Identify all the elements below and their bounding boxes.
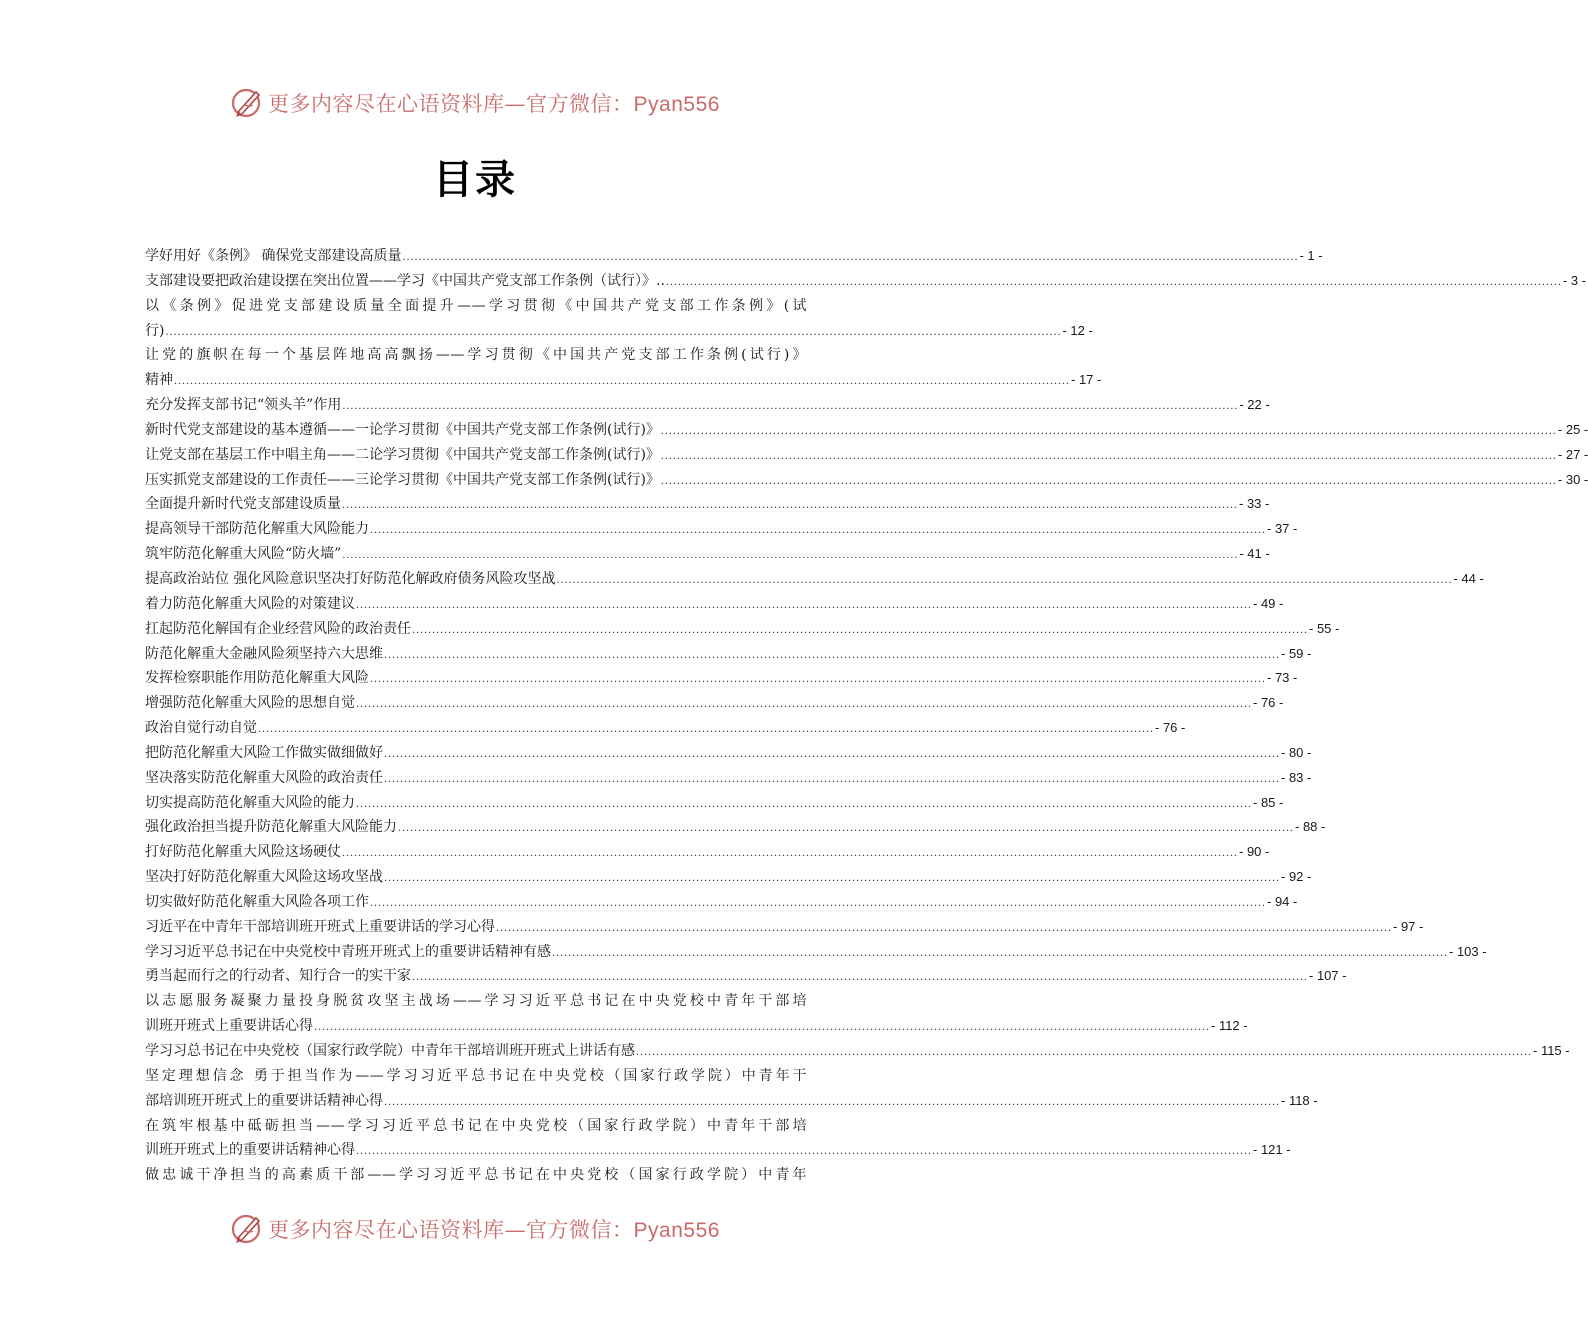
toc-page-number: - 12 - <box>1062 322 1093 338</box>
toc-page-number: - 80 - <box>1281 744 1312 760</box>
toc-entry[interactable] <box>145 468 1588 493</box>
toc-entry[interactable] <box>145 791 1284 816</box>
toc-entry[interactable] <box>145 666 1298 691</box>
toc-entry[interactable] <box>145 319 1093 344</box>
toc-page-number: - 90 - <box>1239 844 1270 860</box>
toc-entry[interactable] <box>145 1064 807 1089</box>
dot-leader <box>342 840 1238 865</box>
toc-entry[interactable] <box>145 940 1487 965</box>
dot-leader <box>314 1014 1210 1039</box>
toc-entry-title: 坚决打好防范化解重大风险这场攻坚战 <box>145 869 383 886</box>
toc-entry-title: 学习习总书记在中央党校（国家行政学院）中青年干部培训班开班式上讲话有感 <box>145 1043 635 1059</box>
dot-leader <box>661 443 1557 468</box>
toc-entry[interactable] <box>145 1138 1291 1163</box>
dot-leader <box>342 393 1238 418</box>
toc-page-number: - 107 - <box>1309 968 1347 984</box>
toc-page-number: - 41 - <box>1239 546 1270 562</box>
toc-entry-title: 增强防范化解重大风险的思想自觉 <box>145 695 355 712</box>
dot-leader <box>384 642 1280 667</box>
dot-leader <box>556 567 1452 592</box>
toc-entry-title: 让党支部在基层工作中唱主角——二论学习贯彻《中国共产党支部工作条例(试行)》 <box>145 446 660 463</box>
toc-entry-title: 部培训班开班式上的重要讲话精神心得 <box>145 1092 383 1109</box>
dot-leader <box>496 915 1392 940</box>
toc-entry-title: 学习习近平总书记在中央党校中青班开班式上的重要讲话精神有感 <box>145 943 551 960</box>
dot-leader <box>342 542 1238 567</box>
dot-leader <box>370 890 1266 915</box>
dot-leader <box>356 791 1252 816</box>
toc-entry-title: 让党的旗帜在每一个基层阵地高高飘扬——学习贯彻《中国共产党支部工作条例(试行)》 <box>145 347 807 364</box>
toc-entry[interactable] <box>145 542 1270 567</box>
toc-entry[interactable] <box>145 617 1340 642</box>
toc-entry[interactable] <box>145 368 1102 393</box>
dot-leader <box>258 716 1154 741</box>
toc-entry-title: 坚定理想信念 勇于担当作为——学习习近平总书记在中央党校（国家行政学院）中青年干 <box>145 1067 807 1084</box>
dot-leader <box>636 1039 1532 1064</box>
dot-leader <box>384 741 1280 766</box>
toc-entry-title: 着力防范化解重大风险的对策建议 <box>145 595 355 612</box>
toc-page-number: - 83 - <box>1281 769 1312 785</box>
dot-leader <box>370 666 1266 691</box>
header-banner <box>0 82 950 124</box>
toc-entry[interactable] <box>145 244 1323 269</box>
table-of-contents <box>145 244 1588 1188</box>
toc-entry-title: 坚决落实防范化解重大风险的政治责任 <box>145 769 383 786</box>
toc-entry-title: 打好防范化解重大风险这场硬仗 <box>145 844 341 861</box>
dot-leader <box>661 468 1557 493</box>
toc-entry[interactable] <box>145 1039 1570 1064</box>
page-title: 目录 <box>433 157 517 203</box>
toc-entry-title: 政治自觉行动自觉 <box>145 720 257 737</box>
toc-page-number: - 25 - <box>1557 421 1588 437</box>
toc-entry-title: 压实抓党支部建设的工作责任——三论学习贯彻《中国共产党支部工作条例(试行)》 <box>145 471 660 488</box>
dot-leader <box>384 766 1280 791</box>
toc-page-number: - 1 - <box>1299 248 1323 263</box>
toc-entry[interactable] <box>145 592 1284 617</box>
toc-entry[interactable] <box>145 1114 807 1139</box>
pen-logo-icon <box>230 86 264 120</box>
dot-leader <box>402 244 1298 269</box>
toc-entry-title: 提高政治站位 强化风险意识坚决打好防范化解政府债务风险攻坚战 <box>145 570 556 587</box>
toc-entry-title: 筑牢防范化解重大风险“防火墙” <box>145 546 342 563</box>
toc-entry-title: 训班开班式上的重要讲话精神心得 <box>145 1142 355 1159</box>
toc-entry-title: 勇当起而行之的行动者、知行合一的实干家 <box>145 968 411 985</box>
dot-leader <box>174 368 1070 393</box>
toc-page-number: - 112 - <box>1211 1018 1248 1034</box>
toc-entry-title: 扛起防范化解国有企业经营风险的政治责任 <box>145 620 411 637</box>
toc-page-number: - 37 - <box>1267 521 1298 537</box>
toc-page-number: - 115 - <box>1533 1043 1570 1058</box>
toc-entry-title: 行) <box>145 322 165 339</box>
dot-leader <box>342 492 1238 517</box>
dot-leader <box>666 269 1562 294</box>
dot-leader <box>356 691 1252 716</box>
pen-logo-icon <box>230 1212 264 1246</box>
toc-entry[interactable] <box>145 989 807 1014</box>
toc-entry[interactable] <box>145 343 807 368</box>
toc-entry[interactable] <box>145 443 1588 468</box>
toc-entry-title: 发挥检察职能作用防范化解重大风险 <box>145 670 369 687</box>
toc-entry[interactable] <box>145 865 1312 890</box>
toc-entry[interactable] <box>145 766 1312 791</box>
toc-entry[interactable] <box>145 492 1270 517</box>
toc-entry-title: 在筑牢根基中砥砺担当——学习习近平总书记在中央党校（国家行政学院）中青年干部培 <box>145 1117 807 1134</box>
toc-entry-title: 切实提高防范化解重大风险的能力 <box>145 794 355 811</box>
toc-page-number: - 85 - <box>1253 794 1284 810</box>
dot-leader <box>384 865 1280 890</box>
toc-entry-title: 习近平在中青年干部培训班开班式上重要讲话的学习心得 <box>145 918 495 935</box>
banner-text: 更多内容尽在心语资料库—官方微信：Pyan556 <box>268 1218 720 1242</box>
dot-leader <box>356 1138 1252 1163</box>
dot-leader <box>165 319 1061 344</box>
toc-entry[interactable] <box>145 840 1270 865</box>
toc-entry-title: 切实做好防范化解重大风险各项工作 <box>145 893 369 910</box>
toc-entry[interactable] <box>145 294 807 319</box>
dot-leader <box>661 418 1557 443</box>
toc-entry[interactable] <box>145 915 1424 940</box>
toc-page-number: - 27 - <box>1557 446 1588 462</box>
toc-entry-title: 提高领导干部防范化解重大风险能力 <box>145 521 369 538</box>
toc-entry[interactable] <box>145 269 1587 294</box>
dot-leader <box>398 815 1294 840</box>
toc-entry[interactable] <box>145 393 1270 418</box>
toc-page-number: - 76 - <box>1155 720 1186 736</box>
dot-leader <box>384 1089 1280 1114</box>
toc-entry[interactable] <box>145 1089 1318 1114</box>
dot-leader <box>412 964 1308 989</box>
toc-entry[interactable] <box>145 642 1312 667</box>
toc-entry-title: 训班开班式上重要讲话心得 <box>145 1018 313 1035</box>
toc-entry-title: 支部建设要把政治建设摆在突出位置——学习《中国共产党支部工作条例（试行）》.. <box>145 272 665 289</box>
toc-entry[interactable] <box>145 815 1326 840</box>
toc-entry[interactable] <box>145 1163 807 1188</box>
toc-page-number: - 121 - <box>1253 1142 1291 1158</box>
dot-leader <box>356 592 1252 617</box>
toc-page-number: - 92 - <box>1281 869 1312 885</box>
toc-page-number: - 88 - <box>1295 819 1326 835</box>
toc-page-number: - 59 - <box>1281 645 1312 661</box>
toc-entry[interactable] <box>145 517 1298 542</box>
toc-entry-title: 做忠诚干净担当的高素质干部——学习习近平总书记在中央党校（国家行政学院）中青年 <box>145 1167 807 1184</box>
dot-leader <box>412 617 1308 642</box>
toc-page-number: - 118 - <box>1281 1092 1318 1108</box>
toc-entry-title: 把防范化解重大风险工作做实做细做好 <box>145 744 383 761</box>
toc-entry-title: 精神 <box>145 372 173 389</box>
toc-page-number: - 49 - <box>1253 595 1284 611</box>
toc-entry-title: 学好用好《条例》 确保党支部建设高质量 <box>145 248 402 264</box>
toc-page-number: - 103 - <box>1449 943 1487 959</box>
toc-entry[interactable] <box>145 1014 1248 1039</box>
footer-banner <box>0 1208 950 1250</box>
toc-page-number: - 30 - <box>1557 471 1588 487</box>
toc-page-number: - 97 - <box>1393 918 1424 934</box>
toc-entry[interactable] <box>145 741 1312 766</box>
toc-page-number: - 76 - <box>1253 695 1284 711</box>
toc-entry-title: 全面提升新时代党支部建设质量 <box>145 496 341 513</box>
toc-entry-title: 以志愿服务凝聚力量投身脱贫攻坚主战场——学习习近平总书记在中央党校中青年干部培 <box>145 993 807 1010</box>
toc-page-number: - 94 - <box>1267 893 1298 909</box>
toc-entry[interactable] <box>145 418 1588 443</box>
toc-entry-title: 新时代党支部建设的基本遵循——一论学习贯彻《中国共产党支部工作条例(试行)》 <box>145 421 660 438</box>
toc-entry-title: 充分发挥支部书记“领头羊”作用 <box>145 397 342 414</box>
banner-text: 更多内容尽在心语资料库—官方微信：Pyan556 <box>268 92 720 116</box>
toc-entry-title: 防范化解重大金融风险须坚持六大思维 <box>145 645 383 662</box>
toc-entry[interactable] <box>145 691 1284 716</box>
toc-page-number: - 44 - <box>1453 570 1484 586</box>
toc-page-number: - 73 - <box>1267 670 1298 686</box>
toc-entry-title: 强化政治担当提升防范化解重大风险能力 <box>145 819 397 836</box>
toc-page-number: - 3 - <box>1562 272 1587 288</box>
toc-page-number: - 33 - <box>1239 496 1270 512</box>
toc-entry[interactable] <box>145 890 1298 915</box>
dot-leader <box>552 940 1448 965</box>
toc-page-number: - 17 - <box>1071 372 1102 388</box>
toc-entry[interactable] <box>145 964 1347 989</box>
toc-entry-title: 以《条例》促进党支部建设质量全面提升——学习贯彻《中国共产党支部工作条例》(试 <box>145 297 807 314</box>
toc-page-number: - 55 - <box>1309 620 1340 636</box>
toc-entry[interactable] <box>145 567 1484 592</box>
dot-leader <box>370 517 1266 542</box>
toc-entry[interactable] <box>145 716 1186 741</box>
toc-page-number: - 22 - <box>1239 397 1270 413</box>
